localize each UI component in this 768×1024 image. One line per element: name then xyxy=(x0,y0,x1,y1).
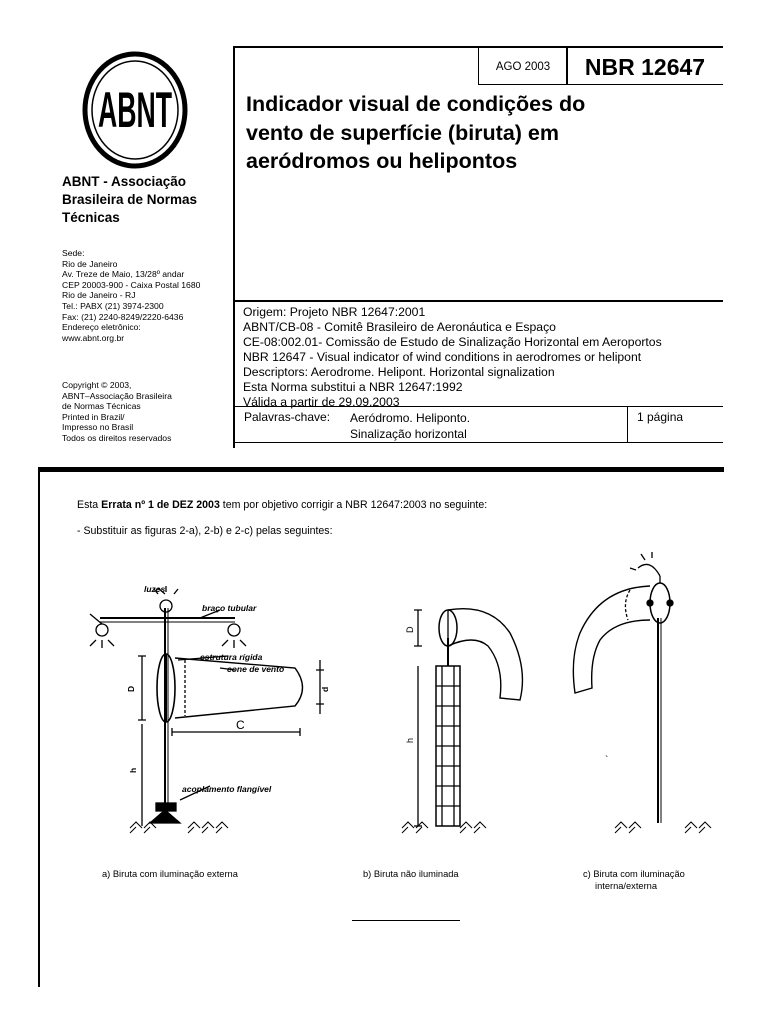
errata-left-rule xyxy=(38,467,40,987)
pages-divider xyxy=(627,406,628,443)
figure-b-labels xyxy=(405,626,415,743)
date-box-left xyxy=(478,46,479,85)
errata-reference: Errata nº 1 de DEZ 2003 xyxy=(101,499,220,511)
info-top-rule xyxy=(233,300,723,302)
date-box-bottom xyxy=(478,84,723,85)
logo-text: ABNT xyxy=(98,82,172,138)
copyright-line: Todos os direitos reservados xyxy=(62,432,172,443)
ground-hatch-c xyxy=(615,822,711,833)
address-line: Tel.: PABX (21) 3974-2300 xyxy=(62,300,164,311)
address-line: Rio de Janeiro - RJ xyxy=(62,290,136,301)
address-block xyxy=(62,248,200,343)
address-line: Fax: (21) 2240-8249/2220-6436 xyxy=(62,311,184,322)
figure-b-drawing xyxy=(402,609,522,833)
title-line: vento de superfície (biruta) em xyxy=(246,120,560,145)
address-line: Rio de Janeiro xyxy=(62,258,118,269)
label-h-b: h xyxy=(405,737,415,743)
info-line: Esta Norma substitui a NBR 12647:1992 xyxy=(243,380,463,394)
label-D-b: D xyxy=(405,626,415,633)
copyright-line: ABNT–Associação Brasileira xyxy=(62,390,172,401)
abnt-logo xyxy=(80,50,190,170)
nbr-box-left xyxy=(566,46,568,85)
copyright-block xyxy=(62,380,172,444)
caption-figure-b: b) Biruta não iluminada xyxy=(363,869,459,879)
label-braco-tubular: braço tubular xyxy=(202,603,257,613)
copyright-line: Impresso no Brasil xyxy=(62,422,134,433)
errata-instruction: - Substituir as figuras 2-a), 2-b) e 2-c) pelas seguintes: xyxy=(77,525,333,537)
caption-figure-a: a) Biruta com iluminação externa xyxy=(102,869,238,879)
publication-date: AGO 2003 xyxy=(495,61,551,73)
figure-a-drawing xyxy=(90,586,324,833)
ground-hatch-b xyxy=(402,822,486,833)
document-info xyxy=(243,305,723,410)
copyright-line: de Normas Técnicas xyxy=(62,401,141,412)
keywords-label: Palavras-chave: xyxy=(244,410,331,424)
page-count: 1 página xyxy=(637,410,684,424)
address-line: Endereço eletrônico: xyxy=(62,322,141,333)
info-line: NBR 12647 - Visual indicator of wind conditions in aerodromes or helipont xyxy=(243,350,642,364)
document-title xyxy=(246,90,716,176)
organization-name: ABNT - Associação Brasileira de Normas Técnicas xyxy=(62,174,198,225)
label-luzes: luzes xyxy=(144,584,166,594)
copyright-line: Copyright © 2003, xyxy=(62,380,132,390)
info-line: Descriptors: Aerodrome. Helipont. Horizontal signalization xyxy=(243,365,555,379)
keywords-bottom-rule xyxy=(233,442,723,443)
address-line: www.abnt.org.br xyxy=(62,332,125,343)
label-estrutura-rigida: estrutura rígida xyxy=(200,652,263,662)
label-h: h xyxy=(128,767,138,773)
label-D: D xyxy=(126,685,136,692)
figure-c-drawing xyxy=(573,552,711,833)
lamp-right xyxy=(222,624,246,648)
copyright-line: Printed in Brazil/ xyxy=(62,411,125,422)
end-rule xyxy=(352,920,460,921)
info-line: CE-08:002.01- Comissão de Estudo de Sinalização Horizontal em Aeroportos xyxy=(243,335,662,349)
title-line: aeródromos ou helipontos xyxy=(246,149,518,173)
lamp-left xyxy=(90,624,114,648)
title-line: Indicador visual de condições do xyxy=(246,92,586,116)
header-divider-vertical xyxy=(233,46,235,448)
address-line: Av. Treze de Maio, 13/28º andar xyxy=(62,269,185,280)
info-line: ABNT/CB-08 - Comitê Brasileiro de Aeronáutica e Espaço xyxy=(243,320,556,334)
label-C: C xyxy=(236,718,245,732)
errata-intro: Esta Errata nº 1 de DEZ 2003 tem por objetivo corrigir a NBR 12647:2003 no seguinte: xyxy=(77,499,488,511)
label-cone-de-vento: cone de vento xyxy=(227,664,285,674)
errata-top-rule xyxy=(38,467,724,472)
caption-figure-c: c) Biruta com iluminação interna/externa xyxy=(583,869,685,891)
keywords-value: Aeródromo. Heliponto. Sinalização horizontal xyxy=(350,411,471,441)
windsock-figures xyxy=(70,548,730,848)
label-d: d xyxy=(320,686,330,692)
standard-number: NBR 12647 xyxy=(584,53,706,80)
address-line: CEP 20003-900 - Caixa Postal 1680 xyxy=(62,279,201,290)
info-line: Válida a partir de 29.09.2003 xyxy=(243,395,400,409)
address-line: Sede: xyxy=(62,248,85,258)
ground-hatch-a xyxy=(130,822,228,833)
figure-c-mark: ` xyxy=(605,755,609,766)
info-line: Origem: Projeto NBR 12647:2001 xyxy=(243,305,426,319)
label-acoplamento-flangivel: acoplamento flangível xyxy=(182,784,272,794)
